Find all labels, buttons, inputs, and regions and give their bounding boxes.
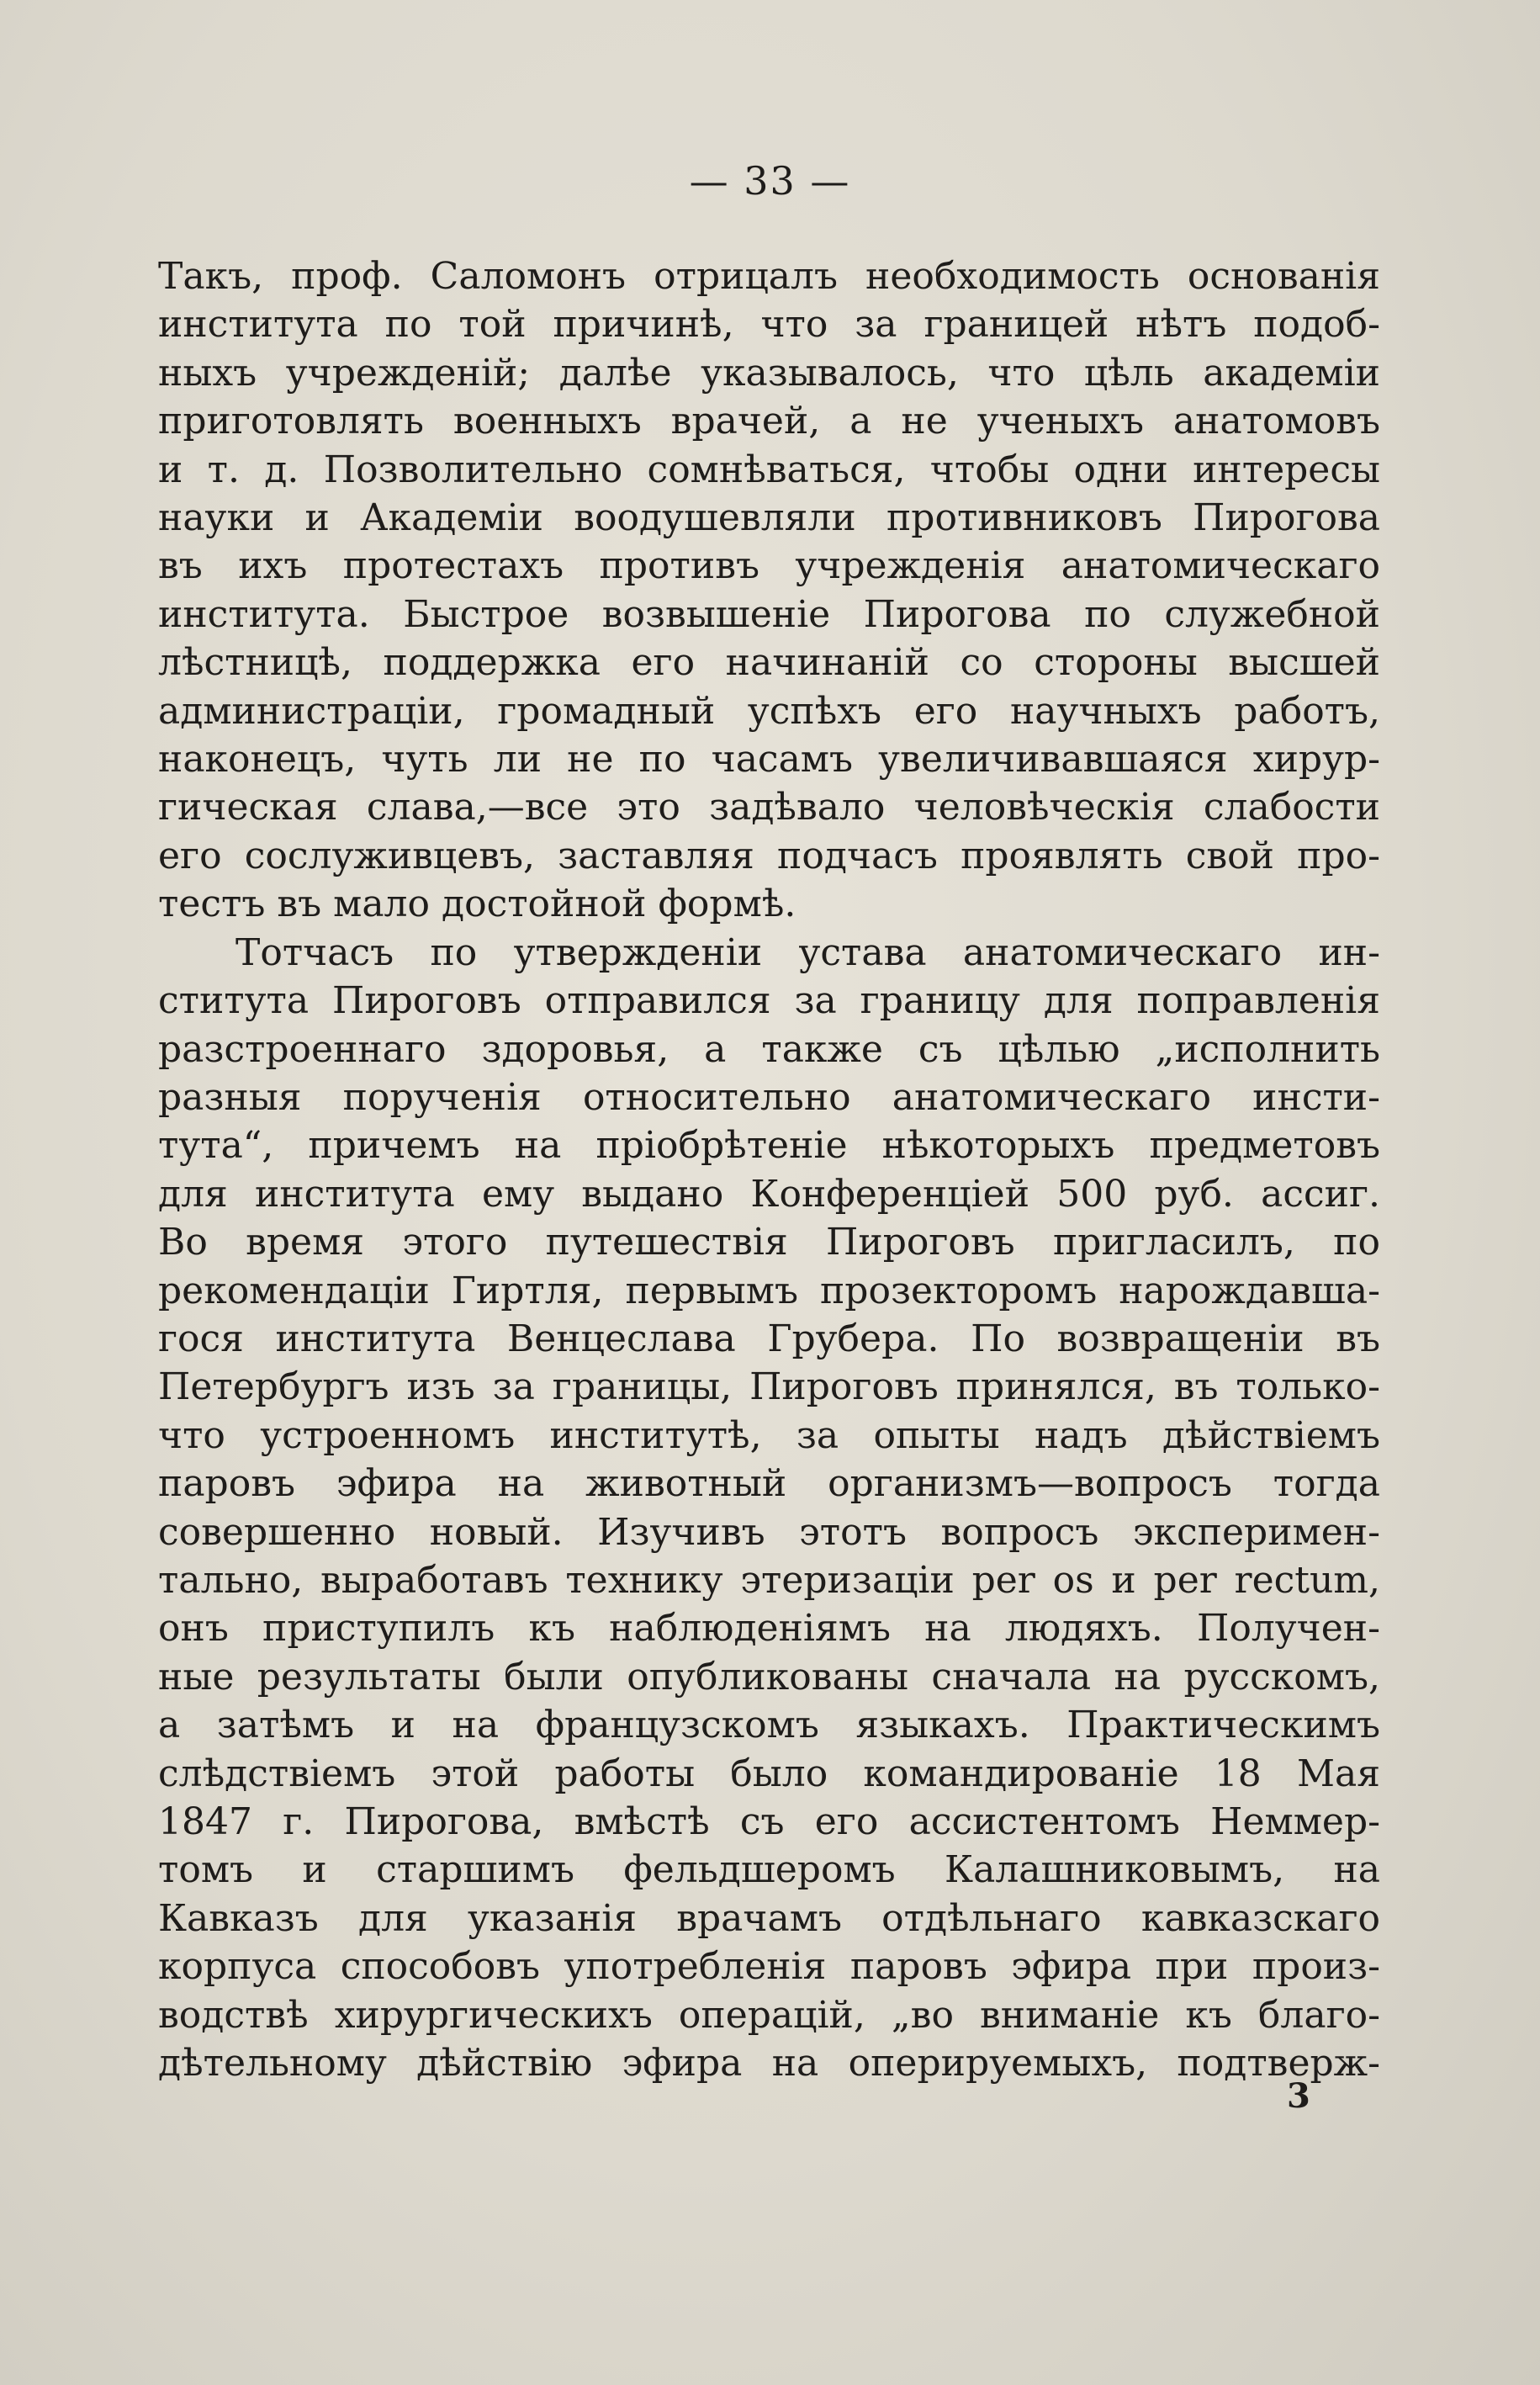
text-line: водствѣ хирургическихъ операцій, „во вниманіе къ благо- xyxy=(158,1993,1380,2037)
text-line: Тотчасъ по утвержденіи устава анатомическаго ин- xyxy=(235,930,1380,974)
text-line: ныхъ учрежденій; далѣе указывалось, что цѣль академіи xyxy=(158,351,1380,395)
text-line: рекомендаціи Гиртля, первымъ прозекторомъ нарождавша- xyxy=(158,1269,1380,1312)
page-number: — 33 — xyxy=(689,158,851,204)
text-line: Во время этого путешествія Пироговъ пригласилъ, по xyxy=(158,1221,1380,1264)
text-line: его сослуживцевъ, заставляя подчасъ проявлять свой про- xyxy=(158,834,1380,877)
text-line: науки и Академіи воодушевляли противниковъ Пирогова xyxy=(158,496,1380,540)
text-line: онъ приступилъ къ наблюденіямъ на людяхъ. Получен- xyxy=(158,1607,1380,1651)
text-line: 1847 г. Пирогова, вмѣстѣ съ его ассистентомъ Неммер- xyxy=(158,1800,1380,1843)
text-line: гося института Венцеслава Грубера. По возвращеніи въ xyxy=(158,1317,1380,1360)
text-line: института. Быстрое возвышеніе Пирогова по служебной xyxy=(158,592,1380,636)
text-line: и т. д. Позволительно сомнѣваться, чтобы одни интересы xyxy=(158,448,1380,491)
text-line: разныя порученія относительно анатомическаго инсти- xyxy=(158,1075,1380,1119)
text-line: совершенно новый. Изучивъ этотъ вопросъ эксперимен- xyxy=(158,1510,1380,1554)
body-text xyxy=(158,252,1380,2087)
text-line: слѣдствіемъ этой работы было командированіе 18 Мая xyxy=(158,1752,1380,1795)
text-line: ститута Пироговъ отправился за границу для поправленія xyxy=(158,979,1380,1023)
text-line: дѣтельному дѣйствію эфира на оперируемыхъ, подтверж- xyxy=(158,2042,1380,2086)
text-line: тестъ въ мало достойной формѣ. xyxy=(158,882,796,926)
text-line: приготовлять военныхъ врачей, а не ученыхъ анатомовъ xyxy=(158,400,1380,443)
text-line: гическая слава,—все это задѣвало человѣческія слабости xyxy=(158,786,1380,829)
text-line: разстроеннаго здоровья, а также съ цѣлью „исполнить xyxy=(158,1027,1380,1071)
text-line: Кавказъ для указанія врачамъ отдѣльнаго кавказскаго xyxy=(158,1896,1380,1940)
text-line: въ ихъ протестахъ противъ учрежденія анатомическаго xyxy=(158,544,1380,588)
text-line: администраціи, громадный успѣхъ его научныхъ работъ, xyxy=(158,689,1380,733)
text-line: что устроенномъ институтѣ, за опыты надъ дѣйствіемъ xyxy=(158,1413,1380,1457)
text-line: для института ему выдано Конференціей 500 руб. ассиг. xyxy=(158,1172,1380,1216)
text-line: корпуса способовъ употребленія паровъ эфира при произ- xyxy=(158,1945,1380,1989)
text-line: лѣстницѣ, поддержка его начинаній со стороны высшей xyxy=(158,641,1380,685)
text-line: наконецъ, чуть ли не по часамъ увеличивавшаяся хирур- xyxy=(158,738,1380,782)
text-line: ные результаты были опубликованы сначала на русскомъ, xyxy=(158,1655,1380,1699)
text-line: института по той причинѣ, что за границей нѣтъ подоб- xyxy=(158,303,1380,347)
signature-mark: 3 xyxy=(1287,2076,1310,2116)
text-line: тально, выработавъ технику этеризаціи per os и per rectum, xyxy=(158,1558,1380,1602)
text-line: а затѣмъ и на французскомъ языкахъ. Практическимъ xyxy=(158,1704,1380,1747)
text-line: томъ и старшимъ фельдшеромъ Калашниковымъ, на xyxy=(158,1848,1380,1892)
text-line: паровъ эфира на животный организмъ—вопросъ тогда xyxy=(158,1462,1380,1506)
text-line: Такъ, проф. Саломонъ отрицалъ необходимость основанія xyxy=(158,255,1380,298)
text-line: Петербургъ изъ за границы, Пироговъ принялся, въ только- xyxy=(158,1365,1380,1409)
text-line: тута“, причемъ на пріобрѣтеніе нѣкоторыхъ предметовъ xyxy=(158,1124,1380,1168)
